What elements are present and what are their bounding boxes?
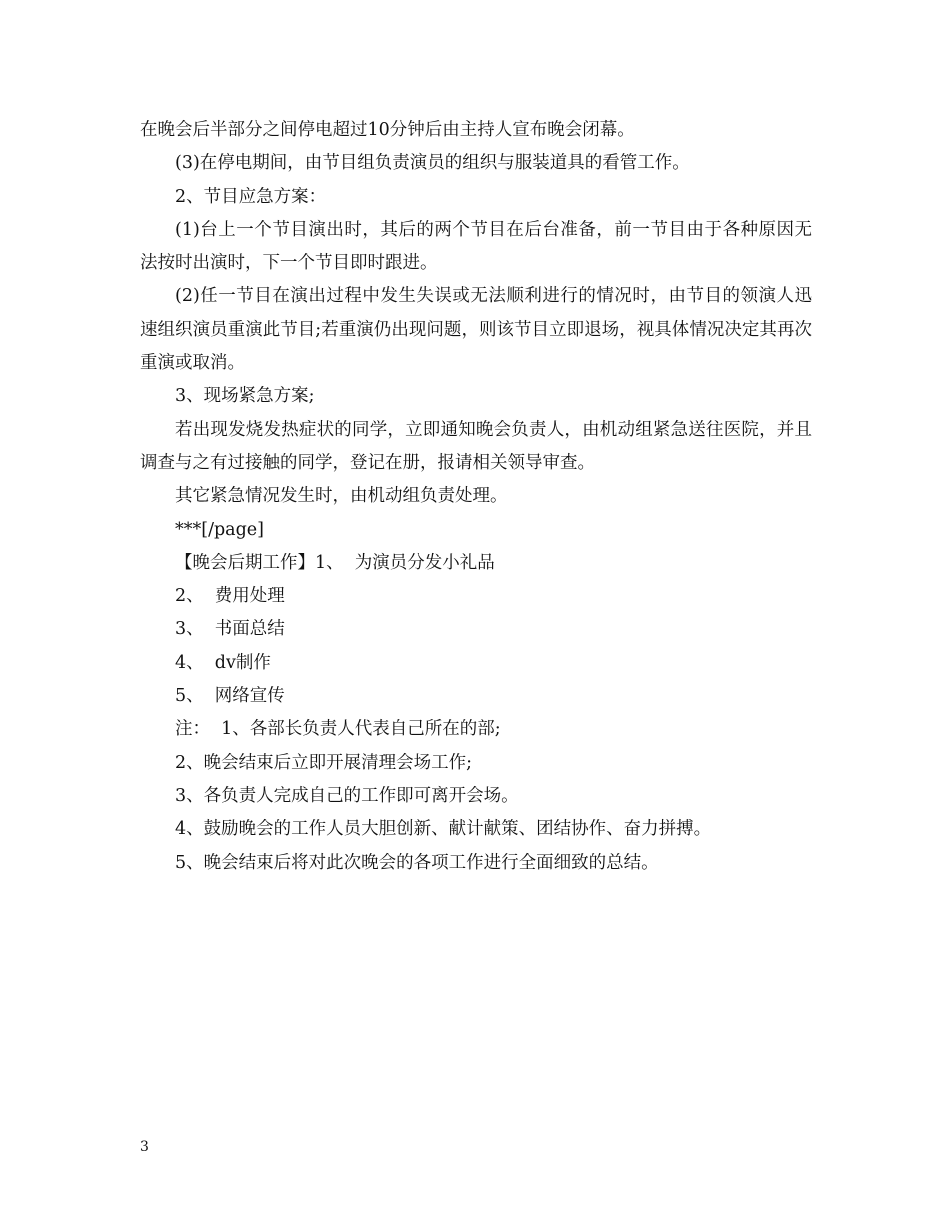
- paragraph-18: 4、鼓励晚会的工作人员大胆创新、献计献策、团结协作、奋力拼搏。: [175, 819, 712, 840]
- paragraph-3: 2、节目应急方案：: [175, 186, 327, 207]
- paragraph-2: (3)在停电期间，由节目组负责演员的组织与服装道具的看管工作。: [175, 153, 690, 174]
- paragraph-17: 3、各负责人完成自己的工作即可离开会场。: [175, 785, 519, 806]
- document-body: [140, 114, 812, 880]
- paragraph-7: 若出现发烧发热症状的同学，立即通知晚会负责人，由机动组紧急送往医院，并且调查与之有过接触的同学，登记在册，报请相关领导审查。: [140, 419, 812, 473]
- paragraph-1: 在晚会后半部分之间停电超过10分钟后由主持人宣布晚会闭幕。: [140, 120, 635, 140]
- paragraph-9: ***[/page]: [175, 519, 264, 540]
- paragraph-6: 3、现场紧急方案;: [175, 386, 315, 407]
- paragraph-16: 2、晚会结束后立即开展清理会场工作;: [175, 752, 473, 773]
- page-number: 3: [140, 1139, 149, 1155]
- paragraph-12: 3、 书面总结: [175, 619, 285, 640]
- paragraph-14: 5、 网络宣传: [175, 686, 285, 707]
- paragraph-5: (2)任一节目在演出过程中发生失误或无法顺利进行的情况时，由节目的领演人迅速组织演员重演此节目;若重演仍出现问题，则该节目立即退场，视具体情况决定其再次重演或取消。: [140, 286, 812, 374]
- paragraph-4: (1)台上一个节目演出时，其后的两个节目在后台准备，前一节目由于各种原因无法按时出演时，下一个节目即时跟进。: [140, 219, 812, 274]
- paragraph-11: 2、 费用处理: [175, 586, 285, 607]
- paragraph-19: 5、晚会结束后将对此次晚会的各项工作进行全面细致的总结。: [175, 852, 659, 873]
- paragraph-10: 【晚会后期工作】1、 为演员分发小礼品: [175, 552, 495, 573]
- paragraph-15: 注： 1、各部长负责人代表自己所在的部;: [175, 719, 501, 740]
- paragraph-8: 其它紧急情况发生时，由机动组负责处理。: [175, 486, 508, 507]
- paragraph-13: 4、 dv制作: [175, 652, 271, 673]
